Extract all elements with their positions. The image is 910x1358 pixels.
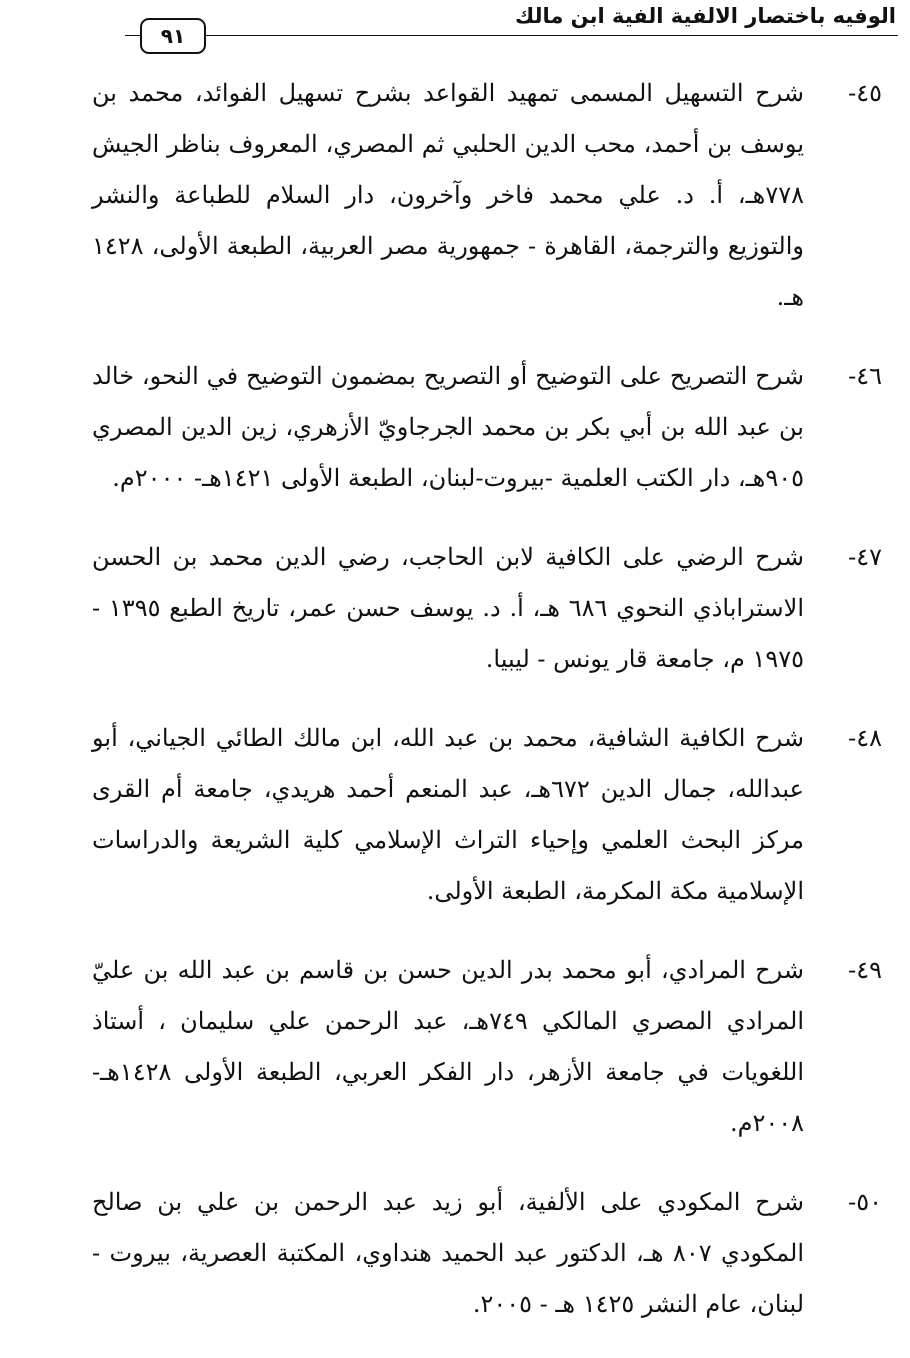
reference-text: شرح المرادي، أبو محمد بدر الدين حسن بن قاسم بن عبد الله بن عليّ المرادي المصري المالكي ٧٤٩هـ، عبد الرحمن علي سليمان ، أستاذ اللغويات في جامعة الأزهر، دار الفكر العربي، الطبعة الأولى ١٤٢٨هـ- ٢٠٠٨م. [92,956,805,1137]
reference-text: شرح التصريح على التوضيح أو التصريح بمضمون التوضيح في النحو، خالد بن عبد الله بن أبي بكر بن محمد الجرجاويّ الأزهري، زين الدين المصري ٩٠٥هـ، دار الكتب العلمية -بيروت-لبنان، الطبعة الأولى ١٤٢١هـ- ٢٠٠٠م. [92,362,805,492]
reference-text: شرح المكودي على الألفية، أبو زيد عبد الرحمن بن علي بن صالح المكودي ٨٠٧ هـ، الدكتور عبد الحميد هنداوي، المكتبة العصرية، بيروت - لبنان، عام النشر ١٤٢٥ هـ - ٢٠٠٥. [92,1188,804,1318]
page-number: ٩١ [140,18,206,54]
reference-text: شرح الرضي على الكافية لابن الحاجب، رضي الدين محمد بن الحسن الاستراباذي النحوي ٦٨٦ هـ، أ. د. يوسف حسن عمر، تاريخ الطبع ١٣٩٥ - ١٩٧٥ م، جامعة قار يونس - ليبيا. [92,543,804,673]
reference-text: شرح التسهيل المسمى تمهيد القواعد بشرح تسهيل الفوائد، محمد بن يوسف بن أحمد، محب الدين الحلبي ثم المصري، المعروف بناظر الجيش ٧٧٨هـ، أ. د. علي محمد فاخر وآخرون، دار السلام للطباعة والنشر والتوزيع والترجمة، القاهرة - جمهورية مصر العربية، الطبعة الأولى، ١٤٢٨ هـ. [92,79,804,311]
page-header [0,0,910,48]
reference-number: ٤٨- [848,724,882,752]
reference-number: ٤٦- [848,362,882,390]
header-rule [125,35,898,36]
reference-number: ٤٥- [848,79,882,107]
reference-item [92,68,882,323]
reference-number: ٥٠- [848,1188,882,1216]
reference-number: ٤٩- [848,956,882,984]
reference-text: شرح الكافية الشافية، محمد بن عبد الله، ابن مالك الطائي الجياني، أبو عبدالله، جمال الدين ٦٧٢هـ، عبد المنعم أحمد هريدي، جامعة أم القرى مركز البحث العلمي وإحياء التراث الإسلامي كلية الشريعة والدراسات الإسلامية مكة المكرمة، الطبعة الأولى. [92,724,804,905]
reference-item [92,1177,882,1330]
running-header-title: الوفيه باختصار الالفية الفية ابن مالك [515,4,896,28]
reference-item [92,532,882,685]
reference-item [92,351,882,504]
reference-item [92,713,882,917]
reference-number: ٤٧- [848,543,882,571]
reference-item [92,945,882,1149]
references-list [92,68,882,1358]
